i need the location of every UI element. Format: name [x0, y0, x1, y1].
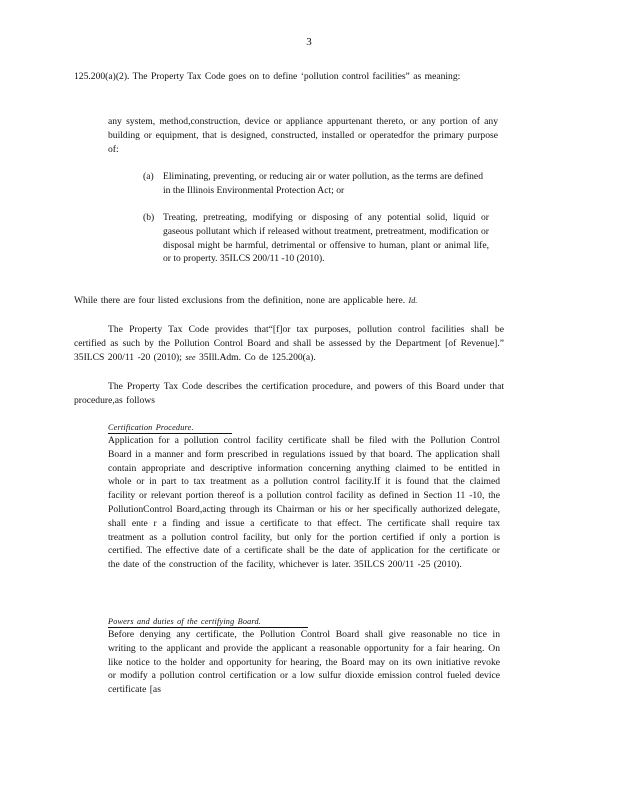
certified-text: The Property Tax Code provides that“[f]or tax purposes, pollution control facilities shall be certified as such by the Pollution Control Board and shall be assessed by the Department [of Revenue].” 35ILCS 200/11 -20 (2010);: [74, 324, 504, 363]
exclusions-paragraph: [74, 294, 494, 308]
list-item-b-text: Treating, pretreating, modifying or disposing of any potential solid, liquid or gaseous pollutant which if released without treatment, pretreatment, modification or disposal might be harmful, detrimental or offensive to human, plant or animal life, or to property. 35ILCS 200/11 -10 (2010).: [163, 212, 489, 265]
certified-tail-cite: 35Ill.Adm. Co de 125.200(a).: [198, 351, 316, 363]
certification-procedure-text: Application for a pollution control facility certificate shall be filed with the Pollution Control Board in a manner and form prescribed in regulations issued by that board. The application shall contain appropriate and descriptive information concerning anything claimed to be entitled in whole or in part to tax treatment as a pollution control facility.If it is found that the claimed facility or relevant portion thereof is a pollution control facility as defined in Section 11 -10, the PollutionControl Board,acting through its Chairman or his or her specifically authorized delegate, shall ente r a finding and issue a certificate to that effect. The certificate shall require tax treatment as a pollution control facility, but only for the portion certified if only a portion is certified. The effective date of a certificate shall be the date of application for the certificate or the date of the construction of the facility, whichever is later. 35ILCS 200/11 -25 (2010).: [108, 435, 500, 571]
describes-paragraph: The Property Tax Code describes the certification procedure, and powers of this Board under that procedure,as follows: [74, 381, 504, 406]
list-item-a-label: (a): [143, 171, 154, 182]
exclusions-id-cite: Id.: [408, 296, 418, 305]
list-item-b: [143, 211, 489, 266]
block-quote-definition: any system, method,construction, device or appliance appurtenant thereto, or any portion of any building or equipment, that is designed, constructed, installed or operatedfor the primary purpose of:: [108, 116, 498, 155]
powers-duties-text: Before denying any certificate, the Pollution Control Board shall give reasonable no tice in writing to the applicant and provide the applicant a reasonable opportunity for a fair hearing. On like notice to the holder and opportunity for hearing, the Board may on its own initiative revoke or modify a pollution control certification or a low sulfur dioxide emission control fueled device certificate [as: [108, 629, 500, 696]
exclusions-text: While there are four listed exclusions from the definition, none are applicable here.: [74, 295, 406, 306]
powers-duties-heading: Powers and duties of the certifying Board.: [108, 616, 308, 628]
powers-duties-block: [108, 616, 500, 697]
certification-procedure-heading: Certification Procedure.: [108, 422, 232, 434]
certified-see-signal: see: [185, 352, 196, 362]
certified-paragraph: [74, 323, 504, 364]
page-number: 3: [306, 36, 312, 48]
list-item-b-label: (b): [143, 212, 155, 223]
certification-procedure-block: [108, 422, 500, 572]
intro-paragraph: 125.200(a)(2). The Property Tax Code goes on to define ‘pollution control facilities” as meaning:: [74, 71, 461, 82]
list-item-a: [143, 170, 483, 198]
list-item-a-text: Eliminating, preventing, or reducing air or water pollution, as the terms are defined in the Illinois Environmental Protection Act; or: [163, 171, 483, 196]
